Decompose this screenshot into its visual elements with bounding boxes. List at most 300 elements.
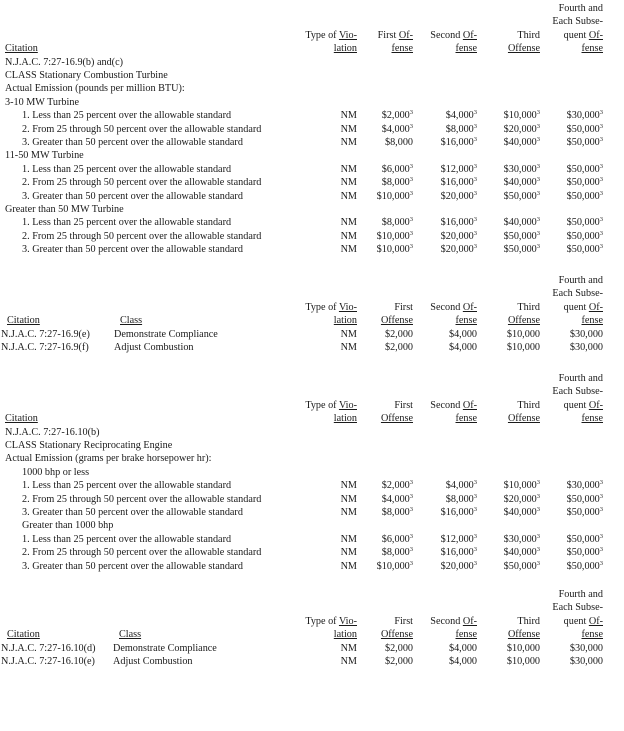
second-offense-value: $4,000: [445, 480, 474, 492]
block4-header-second-l1: [430, 615, 477, 628]
block4-header-first-l1: First: [394, 615, 413, 627]
footnote-marker: 3: [473, 479, 477, 487]
block4-header-second-l2: fense: [455, 629, 477, 641]
first-offense-value: $8,000: [381, 507, 410, 518]
fourth-offense-value: $50,000: [566, 190, 600, 202]
footnote-marker: 3: [599, 122, 603, 130]
fourth-offense-value: $50,000: [566, 493, 600, 505]
group-label: Greater than 50 MW Turbine: [5, 204, 124, 215]
block3-header-fourth-l3a: quent: [563, 399, 589, 411]
third-offense: [504, 243, 540, 256]
footnote-marker: 3: [536, 136, 540, 143]
third-offense-value: $50,000: [503, 230, 537, 242]
block1-header-first-l1b: Of-: [398, 29, 413, 41]
fourth-offense: [570, 341, 603, 354]
second-offense-value: $8,000: [445, 493, 474, 505]
third-offense-value: $40,000: [503, 177, 537, 189]
violation-type-value: NM: [340, 110, 357, 122]
fourth-offense-value: $30,000: [566, 110, 600, 122]
violation-type: [341, 163, 357, 176]
violation-type: [341, 328, 357, 341]
footnote-marker: 3: [409, 162, 413, 170]
violation-type: [341, 479, 357, 492]
first-offense-value: $2,000: [381, 480, 410, 492]
violation-type: [341, 506, 357, 519]
footnote-marker: 3: [599, 109, 603, 117]
third-offense: [504, 190, 540, 203]
block1-header-fourth-l3a: quent: [563, 29, 589, 41]
fourth-offense: [567, 546, 603, 559]
footnote-marker: 3: [536, 176, 540, 184]
third-offense: [504, 546, 540, 559]
fourth-offense-value: $50,000: [566, 137, 600, 148]
block3-header-first-l2: Offense: [380, 413, 413, 425]
criterion-description: 1. Less than 25 percent over the allowable standard: [22, 163, 232, 175]
block1-header-type-l1a: Type of: [305, 29, 339, 41]
first-offense: [385, 341, 413, 354]
footnote-marker: 3: [473, 243, 477, 251]
block1-header-fourth-l2: Each Subse-: [552, 16, 603, 28]
second-offense-value: $4,000: [448, 642, 477, 654]
first-offense-value: $4,000: [381, 123, 410, 135]
footnote-marker: 3: [473, 162, 477, 170]
footnote-marker: 3: [599, 546, 603, 554]
violation-type: [341, 642, 357, 655]
first-offense: [382, 506, 413, 519]
footnote-marker: 3: [473, 216, 477, 224]
violation-type: [341, 341, 357, 354]
footnote-marker: 3: [473, 492, 477, 500]
block1-header-second-l1b: Of-: [462, 29, 477, 41]
violation-type-value: NM: [340, 642, 357, 654]
footnote-marker: 3: [473, 136, 477, 143]
third-offense: [504, 176, 540, 189]
third-offense-value: $10,000: [506, 328, 540, 340]
first-offense: [382, 123, 413, 136]
second-offense: [446, 479, 477, 492]
block4-citation-heading: Citation: [7, 629, 40, 641]
violation-type-value: NM: [340, 217, 357, 229]
block4-header-second-l1b: Of-: [462, 615, 477, 627]
third-offense-value: $20,000: [503, 493, 537, 505]
third-offense-value: $50,000: [503, 244, 537, 256]
block1-header-first-l1: [378, 29, 413, 42]
second-offense-value: $16,000: [440, 217, 474, 229]
block2-header-fourth-l1: Fourth and: [558, 275, 603, 286]
fourth-offense: [570, 328, 603, 341]
footnote-marker: 3: [409, 216, 413, 224]
second-offense-value: $16,000: [440, 177, 474, 189]
first-offense: [382, 546, 413, 559]
criterion-description: 3. Greater than 50 percent over the allowable standard: [22, 244, 243, 256]
citation: N.J.A.C. 7:27-16.9(f): [1, 342, 89, 353]
block3-header-fourth-l1: Fourth and: [558, 373, 603, 384]
violation-type-value: NM: [340, 480, 357, 492]
criterion-description: 2. From 25 through 50 percent over the allowable standard: [22, 123, 262, 135]
violation-type: [341, 216, 357, 229]
first-offense: [382, 163, 413, 176]
block4-header-type-l1: [305, 615, 357, 628]
fourth-offense-value: $50,000: [566, 244, 600, 256]
footnote-marker: 3: [599, 506, 603, 513]
third-offense: [504, 479, 540, 492]
block3-header-second-l1b: Of-: [462, 399, 477, 411]
second-offense: [441, 163, 477, 176]
footnote-marker: 3: [536, 122, 540, 130]
violation-type-value: NM: [340, 533, 357, 545]
fourth-offense: [567, 560, 603, 573]
block3-citation: N.J.A.C. 7:27-16.10(b): [5, 426, 100, 438]
fourth-offense-value: $30,000: [569, 328, 603, 340]
first-offense: [377, 243, 413, 256]
footnote-marker: 3: [409, 109, 413, 117]
third-offense: [504, 136, 540, 149]
second-offense: [441, 560, 477, 573]
third-offense: [504, 533, 540, 546]
violation-type: [341, 243, 357, 256]
block4-class-heading: Class: [119, 629, 142, 641]
first-offense-value: $8,000: [381, 177, 410, 189]
first-offense: [385, 655, 413, 668]
violation-type-value: NM: [340, 656, 357, 667]
third-offense: [504, 506, 540, 519]
block2-citation-heading: Citation: [7, 315, 40, 327]
footnote-marker: 3: [536, 109, 540, 117]
footnote-marker: 3: [473, 546, 477, 554]
violation-type: [341, 655, 357, 668]
third-offense-value: $10,000: [506, 642, 540, 654]
block2-header-type-l1b: Vio-: [338, 301, 357, 313]
footnote-marker: 3: [473, 176, 477, 184]
fourth-offense-value: $50,000: [566, 230, 600, 242]
fourth-offense: [567, 533, 603, 546]
footnote-marker: 3: [536, 532, 540, 540]
third-offense-value: $10,000: [503, 480, 537, 492]
footnote-marker: 3: [536, 506, 540, 513]
second-offense: [441, 136, 477, 149]
block3-header-second-l1a: Second: [430, 399, 463, 411]
second-offense: [441, 190, 477, 203]
group-label: Greater than 1000 bhp: [22, 520, 114, 532]
fourth-offense: [567, 163, 603, 176]
footnote-marker: 3: [473, 229, 477, 237]
second-offense-value: $4,000: [448, 656, 477, 667]
fourth-offense: [567, 136, 603, 149]
class: Demonstrate Compliance: [113, 642, 217, 654]
third-offense: [504, 230, 540, 243]
violation-type-value: NM: [340, 190, 357, 202]
footnote-marker: 3: [473, 506, 477, 513]
class: Demonstrate Compliance: [114, 328, 218, 340]
third-offense: [504, 109, 540, 122]
second-offense-value: $16,000: [440, 507, 474, 518]
block2-header-fourth-l4: fense: [581, 315, 603, 327]
block1-header-fourth-l3: [564, 29, 603, 42]
fourth-offense-value: $50,000: [566, 217, 600, 229]
block3-header-fourth-l4: fense: [581, 413, 603, 425]
block3-header-type-l1a: Type of: [305, 399, 339, 411]
violation-type-value: NM: [340, 230, 357, 242]
third-offense-value: $10,000: [503, 110, 537, 122]
block1-header-second-l2: fense: [455, 43, 477, 55]
block2-header-second-l2: fense: [455, 315, 477, 327]
block3-header-second-l1: [430, 399, 477, 412]
violation-type-value: NM: [340, 493, 357, 505]
footnote-marker: 3: [536, 229, 540, 237]
block4-header-type-l1b: Vio-: [338, 615, 357, 627]
class: Adjust Combustion: [113, 656, 193, 667]
third-offense-value: $40,000: [503, 137, 537, 148]
group-label: 3-10 MW Turbine: [5, 96, 79, 108]
block2-header-first-l1: First: [394, 301, 413, 313]
third-offense-value: $30,000: [503, 163, 537, 175]
footnote-marker: 3: [409, 546, 413, 554]
fourth-offense-value: $50,000: [566, 507, 600, 518]
criterion-description: 2. From 25 through 50 percent over the allowable standard: [22, 493, 262, 505]
block4-header-fourth-l2: Each Subse-: [552, 602, 603, 614]
first-offense-value: $2,000: [384, 642, 413, 654]
footnote-marker: 3: [409, 243, 413, 251]
footnote-marker: 3: [473, 122, 477, 130]
block4-header-third-l1: Third: [517, 615, 540, 627]
fourth-offense: [567, 243, 603, 256]
fourth-offense: [567, 176, 603, 189]
first-offense: [385, 642, 413, 655]
block3-header-fourth-l2: Each Subse-: [552, 386, 603, 398]
footnote-marker: 3: [409, 532, 413, 540]
block4-header-type-l2: lation: [333, 629, 357, 641]
second-offense: [441, 216, 477, 229]
block1-header-first-l2: fense: [391, 43, 413, 55]
third-offense-value: $10,000: [506, 342, 540, 353]
footnote-marker: 3: [473, 559, 477, 567]
footnote-marker: 3: [599, 176, 603, 184]
violation-type: [341, 560, 357, 573]
footnote-marker: 3: [536, 492, 540, 500]
footnote-marker: 3: [599, 559, 603, 567]
fourth-offense-value: $50,000: [566, 547, 600, 559]
block1-header-second-l1: [430, 29, 477, 42]
second-offense: [441, 230, 477, 243]
second-offense-value: $12,000: [440, 533, 474, 545]
citation: N.J.A.C. 7:27-16.9(e): [1, 328, 90, 340]
citation: N.J.A.C. 7:27-16.10(e): [1, 656, 95, 667]
block1-header-type-l1b: Vio-: [338, 29, 357, 41]
first-offense: [382, 176, 413, 189]
block2-header-second-l1: [430, 301, 477, 314]
footnote-marker: 3: [536, 243, 540, 251]
first-offense-value: $2,000: [384, 656, 413, 667]
block3-header-type-l2: lation: [333, 413, 357, 425]
block4-header-fourth-l1: Fourth and: [558, 589, 603, 600]
criterion-description: 2. From 25 through 50 percent over the allowable standard: [22, 230, 262, 242]
block2-header-fourth-l3: [564, 301, 603, 314]
fourth-offense: [567, 109, 603, 122]
second-offense: [446, 493, 477, 506]
block4-header-fourth-l4: fense: [581, 629, 603, 641]
first-offense: [377, 230, 413, 243]
second-offense: [441, 506, 477, 519]
third-offense-value: $40,000: [503, 217, 537, 229]
first-offense: [385, 136, 413, 149]
third-offense: [504, 493, 540, 506]
violation-type: [341, 190, 357, 203]
footnote-marker: 3: [536, 546, 540, 554]
block2-header-first-l2: Offense: [380, 315, 413, 327]
block3-header-first-l1: First: [394, 399, 413, 411]
first-offense-value: $2,000: [384, 328, 413, 340]
footnote-marker: 3: [536, 189, 540, 197]
third-offense: [504, 123, 540, 136]
violation-type-value: NM: [340, 507, 357, 518]
footnote-marker: 3: [599, 136, 603, 143]
third-offense: [507, 655, 540, 668]
first-offense-value: $10,000: [376, 230, 410, 242]
second-offense: [446, 123, 477, 136]
footnote-marker: 3: [536, 216, 540, 224]
second-offense-value: $4,000: [448, 342, 477, 353]
violation-type: [341, 493, 357, 506]
criterion-description: 3. Greater than 50 percent over the allowable standard: [22, 190, 243, 202]
criterion-description: 3. Greater than 50 percent over the allowable standard: [22, 507, 243, 518]
first-offense-value: $10,000: [376, 190, 410, 202]
third-offense: [507, 642, 540, 655]
second-offense: [449, 655, 477, 668]
block2-header-type-l1a: Type of: [305, 301, 339, 313]
second-offense-value: $20,000: [440, 230, 474, 242]
block1-header-fourth-l3b: Of-: [588, 29, 603, 41]
violation-type: [341, 109, 357, 122]
footnote-marker: 3: [599, 216, 603, 224]
criterion-description: 1. Less than 25 percent over the allowable standard: [22, 110, 232, 122]
second-offense: [449, 328, 477, 341]
criterion-description: 3. Greater than 50 percent over the allowable standard: [22, 137, 243, 148]
second-offense-value: $20,000: [440, 560, 474, 572]
block2-header-third-l2: Offense: [507, 315, 540, 327]
first-offense-value: $10,000: [376, 560, 410, 572]
footnote-marker: 3: [599, 479, 603, 487]
third-offense: [504, 216, 540, 229]
block4-header-type-l1a: Type of: [305, 615, 339, 627]
footnote-marker: 3: [409, 479, 413, 487]
footnote-marker: 3: [599, 243, 603, 251]
block3-header-third-l2: Offense: [507, 413, 540, 425]
footnote-marker: 3: [409, 492, 413, 500]
violation-type: [341, 533, 357, 546]
block4-header-third-l2: Offense: [507, 629, 540, 641]
block3-header-type-l1b: Vio-: [338, 399, 357, 411]
footnote-marker: 3: [536, 162, 540, 170]
block3-emission: Actual Emission (grams per brake horsepower hr):: [5, 453, 212, 465]
block4-header-second-l1a: Second: [430, 615, 463, 627]
footnote-marker: 3: [599, 532, 603, 540]
footnote-marker: 3: [409, 122, 413, 130]
first-offense: [382, 109, 413, 122]
footnote-marker: 3: [599, 492, 603, 500]
block3-header-second-l2: fense: [455, 413, 477, 425]
fourth-offense-value: $50,000: [566, 560, 600, 572]
first-offense-value: $8,000: [381, 217, 410, 229]
fourth-offense-value: $30,000: [569, 642, 603, 654]
first-offense: [382, 533, 413, 546]
class: Adjust Combustion: [114, 342, 194, 353]
block2-header-type-l2: lation: [333, 315, 357, 327]
group-label: 1000 bhp or less: [22, 466, 90, 478]
second-offense: [441, 533, 477, 546]
fourth-offense-value: $30,000: [569, 342, 603, 353]
third-offense: [504, 560, 540, 573]
second-offense: [449, 642, 477, 655]
second-offense-value: $8,000: [445, 123, 474, 135]
violation-type-value: NM: [340, 177, 357, 189]
third-offense-value: $20,000: [503, 123, 537, 135]
third-offense-value: $50,000: [503, 560, 537, 572]
block1-header-third-l2: Offense: [507, 43, 540, 55]
block4-header-fourth-l3b: Of-: [588, 615, 603, 627]
first-offense: [377, 560, 413, 573]
footnote-marker: 3: [473, 109, 477, 117]
fourth-offense-value: $30,000: [569, 656, 603, 667]
fourth-offense: [567, 230, 603, 243]
block3-citation-heading: Citation: [5, 413, 38, 425]
block4-header-fourth-l3: [564, 615, 603, 628]
block1-citation-heading: Citation: [5, 43, 38, 55]
violation-type-value: NM: [340, 137, 357, 148]
first-offense-value: $6,000: [381, 533, 410, 545]
fourth-offense: [567, 506, 603, 519]
third-offense: [507, 328, 540, 341]
fourth-offense: [567, 216, 603, 229]
footnote-marker: 3: [409, 559, 413, 567]
block4-header-first-l2: Offense: [380, 629, 413, 641]
footnote-marker: 3: [409, 176, 413, 184]
second-offense-value: $16,000: [440, 547, 474, 559]
block2-header-second-l1a: Second: [430, 301, 463, 313]
block1-header-type-l1: [305, 29, 357, 42]
block3-header-fourth-l3b: Of-: [588, 399, 603, 411]
second-offense-value: $20,000: [440, 244, 474, 256]
third-offense-value: $30,000: [503, 533, 537, 545]
first-offense-value: $8,000: [384, 137, 413, 148]
footnote-marker: 3: [536, 559, 540, 567]
footnote-marker: 3: [599, 189, 603, 197]
fourth-offense-value: $50,000: [566, 177, 600, 189]
second-offense: [446, 109, 477, 122]
footnote-marker: 3: [536, 479, 540, 487]
fourth-offense: [567, 123, 603, 136]
block1-header-second-l1a: Second: [430, 29, 463, 41]
second-offense-value: $4,000: [445, 110, 474, 122]
block1-header-fourth-l4: fense: [581, 43, 603, 55]
fourth-offense: [567, 493, 603, 506]
violation-type: [341, 176, 357, 189]
block1-header-type-l2: lation: [333, 43, 357, 55]
criterion-description: 1. Less than 25 percent over the allowable standard: [22, 217, 232, 229]
second-offense: [441, 176, 477, 189]
first-offense-value: $4,000: [381, 493, 410, 505]
first-offense: [377, 190, 413, 203]
second-offense: [441, 243, 477, 256]
first-offense: [382, 479, 413, 492]
fourth-offense-value: $50,000: [566, 533, 600, 545]
second-offense-value: $20,000: [440, 190, 474, 202]
block2-header-third-l1: Third: [517, 301, 540, 313]
fourth-offense: [567, 479, 603, 492]
fourth-offense-value: $50,000: [566, 163, 600, 175]
violation-type: [341, 230, 357, 243]
footnote-marker: 3: [599, 229, 603, 237]
third-offense: [504, 163, 540, 176]
